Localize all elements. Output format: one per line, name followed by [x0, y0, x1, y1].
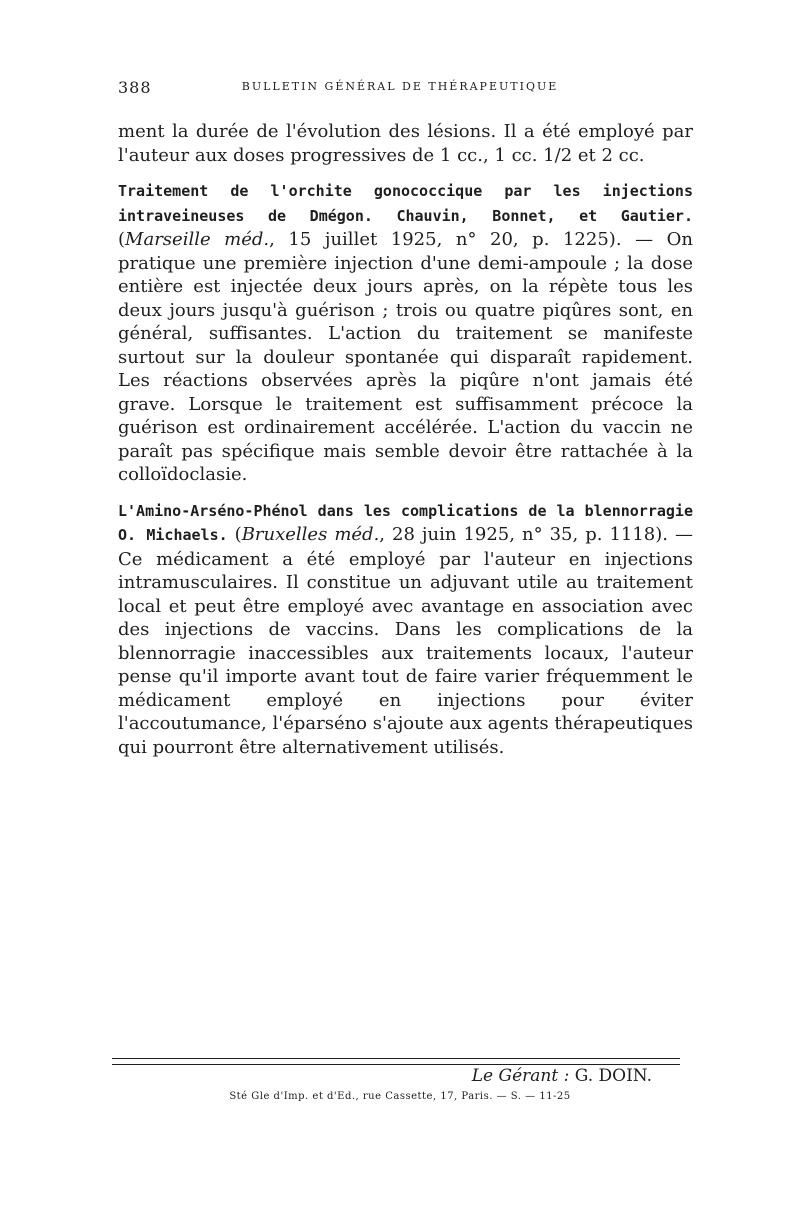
paragraph-text: ment la durée de l'évolution des lésions. Il a été employé par l'auteur aux doses progressives de 1 cc., 1 cc. 1/2 et 2 cc. [118, 121, 693, 166]
page-number: 388 [118, 78, 152, 97]
citation-details: , 15 juillet 1925, n° 20, p. 1225). — [269, 229, 667, 250]
gerant-name: G. DOIN. [569, 1066, 652, 1086]
gerant-signature [472, 1066, 652, 1086]
page-header [118, 78, 682, 98]
gerant-label: Le Gérant : [471, 1066, 570, 1086]
footer-rule-bottom [112, 1064, 680, 1065]
citation-open: ( [118, 229, 126, 250]
printer-imprint: Sté Gle d'Imp. et d'Ed., rue Cassette, 17, Paris. — S. — 11-25 [229, 1091, 571, 1102]
abstract-heading: Traitement de l'orchite gonococcique par les injections intraveineuses de Dmégon. Chauvin, Bonnet, et Gautier. [118, 182, 693, 225]
abstract-orchite [118, 179, 693, 487]
abstract-text: Ce médicament a été employé par l'auteur en injections intramusculaires. Il constitue un adjuvant utile au traitement local et peut être employé avec avantage en association avec des injections de vaccins. Dans les complications de la blennorragie inaccessibles aux traitements locaux, l'auteur pense qu'il importe avant tout de faire varier fréquemment le médicament employé en injections pour éviter l'accoutumance, l'éparséno s'ajoute aux agents thérapeutiques qui pourront être alternativement utilisés. [118, 548, 693, 758]
paragraph-continuation [118, 120, 693, 167]
running-title: BULLETIN GÉNÉRAL DE THÉRAPEUTIQUE [241, 80, 559, 93]
footer-rule-top [112, 1058, 680, 1059]
journal-title: Marseille méd. [125, 229, 270, 250]
abstract-heading: L'Amino-Arséno-Phénol dans les complications de la blennorragie O. Michaels. [118, 501, 693, 544]
body-text [118, 120, 693, 771]
abstract-amino-arseno-phenol [118, 499, 693, 760]
citation-details: , 28 juin 1925, n° 35, p. 1118). — [379, 524, 694, 545]
abstract-text: On pratique une première injection d'une demi-ampoule ; la dose entière est injectée deux jours après, on la répète tous les deux jours jusqu'à guérison ; trois ou quatre piqûres sont, en général, suffisantes. L'action du traitement se manifeste surtout sur la douleur spontanée qui disparaît rapidement. Les réactions observées après la piqûre n'ont jamais été grave. Lorsque le traitement est suffisamment précoce la guérison est ordinairement accélérée. L'action du vaccin ne paraît pas spécifique mais semble devoir être rattachée à la colloïdoclasie. [118, 229, 694, 485]
journal-title: Bruxelles méd. [241, 524, 380, 545]
citation-open: ( [227, 524, 242, 545]
